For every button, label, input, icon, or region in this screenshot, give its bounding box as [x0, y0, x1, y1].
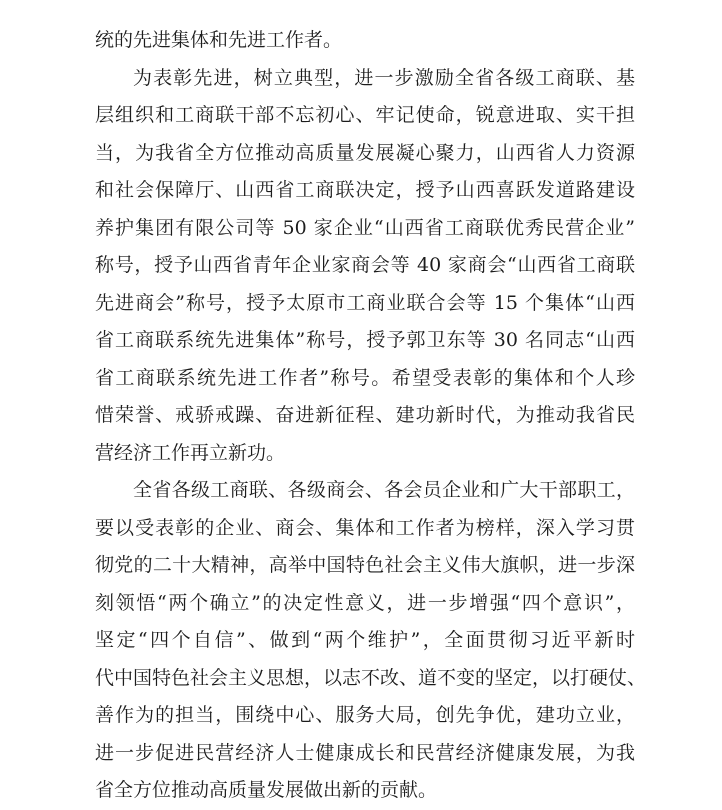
- paragraph-3-line-1: 全省各级工商联、各级商会、各会员企业和广大干部职工，: [133, 479, 635, 501]
- paragraph-3-line-6: 代中国特色社会主义思想，以志不改、道不变的坚定，以打硬仗、: [95, 666, 647, 689]
- paragraph-2-line-11: 营经济工作再立新功。: [95, 441, 286, 464]
- paragraph-2-line-7: 先进商会”称号，授予太原市工商业联合会等 15 个集体“山西: [95, 291, 635, 314]
- paragraph-2-line-6: 称号，授予山西省青年企业家商会等 40 家商会“山西省工商联: [95, 254, 635, 276]
- paragraph-3-line-5: 坚定“四个自信”、做到“两个维护”，全面贯彻习近平新时: [95, 629, 635, 651]
- paragraph-2-line-10: 惜荣誉、戒骄戒躁、奋进新征程、建功新时代，为推动我省民: [95, 404, 635, 426]
- paragraph-1-line-1: 统的先进集体和先进工作者。: [95, 29, 343, 51]
- paragraph-3-line-4: 刻领悟“两个确立”的决定性意义，进一步增强“四个意识”，: [95, 591, 635, 614]
- paragraph-3-line-2: 要以受表彰的企业、商会、集体和工作者为榜样，深入学习贯: [95, 516, 635, 539]
- paragraph-3-line-9: 省全方位推动高质量发展做出新的贡献。: [95, 779, 438, 801]
- paragraph-3-line-8: 进一步促进民营经济人士健康成长和民营经济健康发展，为我: [95, 741, 635, 764]
- paragraph-2-line-1: 为表彰先进，树立典型，进一步激励全省各级工商联、基: [133, 66, 635, 89]
- article-body: [95, 22, 647, 810]
- paragraph-3-line-3: 彻党的二十大精神，高举中国特色社会主义伟大旗帜，进一步深: [95, 554, 635, 576]
- paragraph-2-line-9: 省工商联系统先进工作者”称号。希望受表彰的集体和个人珍: [95, 366, 635, 389]
- paragraph-3-line-7: 善作为的担当，围绕中心、服务大局，创先争优，建功立业，: [95, 704, 635, 726]
- paragraph-2-line-5: 养护集团有限公司等 50 家企业“山西省工商联优秀民营企业”: [95, 216, 635, 239]
- paragraph-2-line-8: 省工商联系统先进集体”称号，授予郭卫东等 30 名同志“山西: [95, 329, 635, 351]
- paragraph-2-line-2: 层组织和工商联干部不忘初心、牢记使命，锐意进取、实干担: [95, 104, 635, 126]
- paragraph-2-line-3: 当，为我省全方位推动高质量发展凝心聚力，山西省人力资源: [95, 141, 635, 164]
- paragraph-2-line-4: 和社会保障厅、山西省工商联决定，授予山西喜跃发道路建设: [95, 179, 635, 201]
